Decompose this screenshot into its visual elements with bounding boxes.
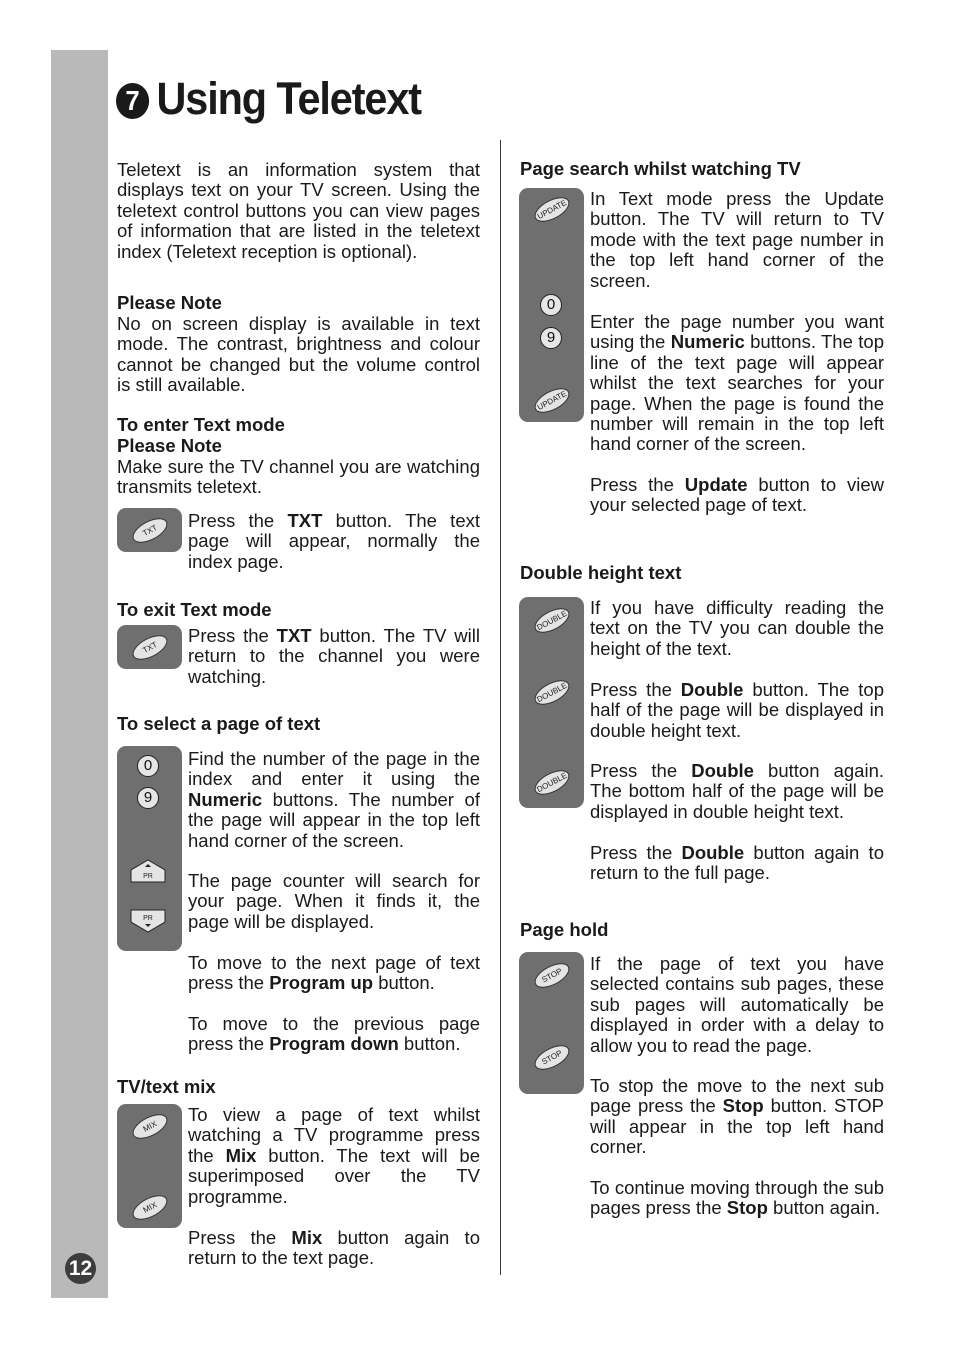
title-text: Using Teletext bbox=[156, 73, 421, 124]
select-p4: To move to the previous page press the Program down button. bbox=[188, 1013, 480, 1055]
enter-note-text: Make sure the TV channel you are watching transmits teletext. bbox=[117, 456, 480, 498]
double-p1: If you have difficulty reading the text on the TV you can double the height of the text. bbox=[590, 597, 884, 659]
double-height-heading: Double height text bbox=[520, 562, 682, 583]
mix-key-icon: MIX bbox=[129, 1190, 171, 1225]
select-p1: Find the number of the page in the index and enter it using the Numeric buttons. The number of the page will appear in the top left hand corner of the screen. bbox=[188, 748, 480, 851]
page-hold-heading: Page hold bbox=[520, 919, 609, 940]
double-keys-panel bbox=[519, 597, 584, 808]
txt-button-panel-exit bbox=[117, 625, 182, 669]
stop-keys-panel bbox=[519, 952, 584, 1094]
page-sidebar bbox=[51, 50, 108, 1298]
mix-p2: Press the Mix button again to return to the text page. bbox=[188, 1227, 480, 1269]
select-keys-panel bbox=[117, 746, 182, 951]
mix-heading: TV/text mix bbox=[117, 1076, 216, 1097]
svg-text:PR: PR bbox=[143, 873, 153, 880]
page-search-heading: Page search whilst watching TV bbox=[520, 158, 801, 179]
select-p3: To move to the next page of text press the Program up button. bbox=[188, 952, 480, 994]
intro-paragraph: Teletext is an information system that displays text on your TV screen. Using the teletext control buttons you can view pages of information that are listed in the teletext index (Teletext reception is optional). bbox=[117, 159, 480, 262]
enter-step: Press the TXT button. The text page will appear, normally the index page. bbox=[188, 510, 480, 572]
txt-key-icon: TXT bbox=[129, 513, 171, 548]
double-key-icon: DOUBLE bbox=[531, 765, 573, 800]
hold-p2: To stop the move to the next sub page press the Stop button. STOP will appear in the top left hand corner. bbox=[590, 1075, 885, 1158]
mix-p1: To view a page of text whilst watching a TV programme press the Mix button. The text will be superimposed over the TV programme. bbox=[188, 1104, 481, 1207]
double-p2: Press the Double button. The top half of the page will be displayed in double height text. bbox=[590, 679, 884, 741]
program-down-key-icon bbox=[130, 909, 166, 933]
note1-text: No on screen display is available in text mode. The contrast, brightness and colour cannot be changed but the volume control is still available. bbox=[117, 313, 480, 396]
txt-button-panel bbox=[117, 508, 182, 552]
double-p3: Press the Double button again. The bottom half of the page will be displayed in double height text. bbox=[590, 760, 884, 822]
stop-key-icon: STOP bbox=[531, 1040, 573, 1075]
zero-key-icon: 0 bbox=[540, 294, 562, 316]
double-key-icon: DOUBLE bbox=[531, 675, 573, 710]
note1-heading: Please Note bbox=[117, 292, 222, 313]
mix-keys-panel bbox=[117, 1104, 182, 1228]
enter-note-heading: Please Note bbox=[117, 435, 222, 456]
program-up-key-icon bbox=[130, 859, 166, 883]
exit-step: Press the TXT button. The TV will return to the channel you were watching. bbox=[188, 625, 480, 687]
double-p4: Press the Double button again to return to the full page. bbox=[590, 842, 884, 884]
enter-text-mode-heading: To enter Text mode bbox=[117, 414, 285, 435]
mix-key-icon: MIX bbox=[129, 1109, 171, 1144]
hold-p3: To continue moving through the sub pages press the Stop button again. bbox=[590, 1177, 884, 1219]
search-p2: Enter the page number you want using the Numeric buttons. The top line of the text page will appear whilst the text searches for your page. When the page is found the number will remain in the top left hand corner of the screen. bbox=[590, 311, 884, 455]
search-p1: In Text mode press the Update button. The TV will return to TV mode with the text page number in the top left hand corner of the screen. bbox=[590, 188, 884, 291]
hold-p1: If the page of text you have selected contains sub pages, these sub pages will automatically be displayed in order with a delay to allow you to read the page. bbox=[590, 953, 884, 1056]
chapter-number: 7 bbox=[116, 83, 149, 119]
stop-key-icon: STOP bbox=[531, 958, 573, 993]
double-key-icon: DOUBLE bbox=[531, 603, 573, 638]
nine-key-icon: 9 bbox=[137, 787, 159, 809]
txt-key-icon: TXT bbox=[129, 630, 171, 665]
search-p3: Press the Update button to view your selected page of text. bbox=[590, 474, 884, 516]
select-page-heading: To select a page of text bbox=[117, 713, 321, 734]
nine-key-icon: 9 bbox=[540, 327, 562, 349]
page-number: 12 bbox=[65, 1253, 96, 1284]
column-divider bbox=[500, 140, 501, 1275]
update-key-icon: UPDATE bbox=[531, 192, 573, 227]
svg-text:PR: PR bbox=[143, 915, 153, 922]
exit-text-mode-heading: To exit Text mode bbox=[117, 599, 272, 620]
page-title bbox=[116, 73, 421, 124]
update-key-icon: UPDATE bbox=[531, 383, 573, 418]
select-p2: The page counter will search for your page. When it finds it, the page will be displayed. bbox=[188, 870, 480, 932]
zero-key-icon: 0 bbox=[137, 755, 159, 777]
update-keys-panel bbox=[519, 188, 584, 422]
